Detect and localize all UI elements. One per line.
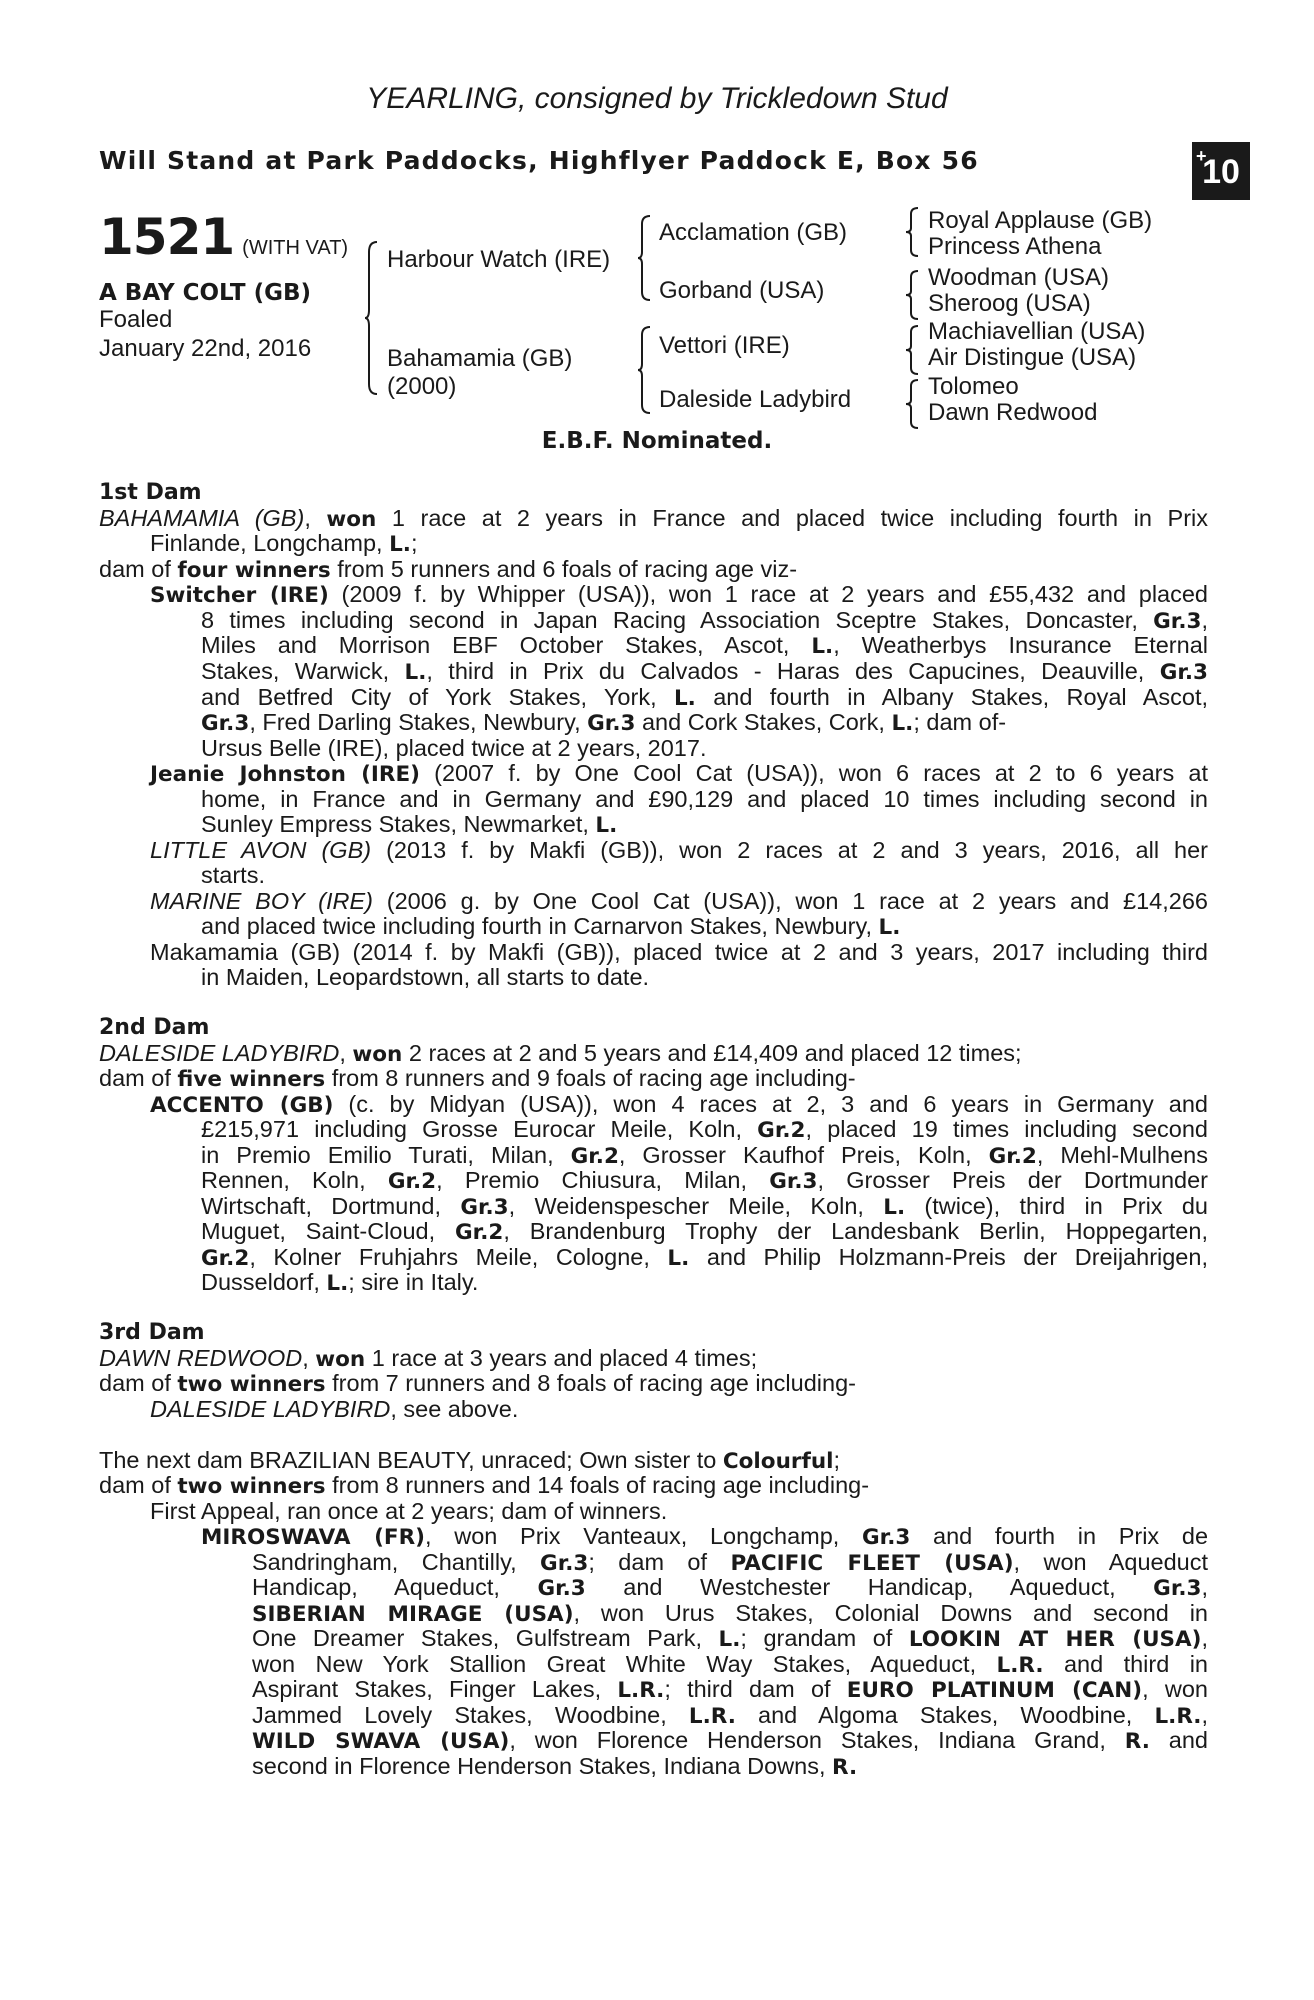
catalogue-line: [201, 684, 1208, 711]
catalogue-line: [150, 1498, 667, 1525]
heading-text: 1st Dam: [99, 480, 202, 505]
pedigree-dss: Machiavellian (USA): [928, 318, 1146, 345]
bold-text: Gr.3: [540, 1551, 589, 1576]
catalogue-line: [201, 1523, 1208, 1550]
text: and third in: [1043, 1651, 1208, 1677]
bold-text: Gr.3: [1153, 1576, 1202, 1601]
catalogue-line: [99, 1370, 856, 1397]
stand-location: Will Stand at Park Paddocks, Highflyer Paddock E, Box 56: [99, 146, 979, 175]
bold-text: Gr.3: [769, 1169, 818, 1194]
text: Muguet, Saint-Cloud,: [201, 1218, 456, 1244]
text: Makamamia (GB) (2014 f. by Makfi (GB)), placed twice at 2 and 3 years, 2017 including third: [150, 939, 1208, 965]
bold-text: Gr.3: [587, 711, 636, 736]
lot-heading: [99, 208, 348, 266]
pedigree-dam-sire: Vettori (IRE): [659, 332, 790, 359]
text: , won Prix Vanteaux, Longchamp,: [425, 1523, 863, 1549]
catalogue-line: [252, 1727, 1208, 1754]
text: ; dam of-: [913, 709, 1007, 735]
text: , Grosser Preis der Dortmunder: [817, 1167, 1208, 1193]
pedigree-sire: Harbour Watch (IRE): [387, 246, 611, 273]
text: Rennen, Koln,: [201, 1167, 388, 1193]
text: £215,971 including Grosse Eurocar Meile, Koln,: [201, 1116, 758, 1142]
catalogue-line: [201, 735, 706, 762]
text: from 7 runners and 8 foals of racing age including-: [325, 1370, 856, 1396]
italic-text: LITTLE AVON (GB): [150, 837, 372, 863]
bold-text: Gr.2: [988, 1144, 1037, 1169]
catalogue-line: [201, 1116, 1208, 1143]
catalogue-line: [201, 658, 1208, 685]
pedigree-dam: Bahamamia (GB): [387, 345, 573, 372]
text: , Grosser Kaufhof Preis, Koln,: [618, 1142, 989, 1168]
text: ,: [339, 1040, 353, 1066]
text: ,: [1201, 1702, 1208, 1728]
bold-text: SIBERIAN MIRAGE (USA): [252, 1602, 574, 1627]
bold-text: L.: [673, 686, 696, 711]
text: ; sire in Italy.: [348, 1269, 479, 1295]
pedigree-sire-dam: Gorband (USA): [659, 277, 825, 304]
pedigree-sire-sire: Acclamation (GB): [659, 219, 848, 246]
text: , Weatherbys Insurance Eternal: [833, 632, 1208, 658]
bold-text: Gr.3: [1153, 609, 1202, 634]
text: (c. by Midyan (USA)), won 4 races at 2, 3 and 6 years in Germany and: [333, 1091, 1208, 1117]
text: 8 times including second in Japan Racing Association Sceptre Stakes, Doncaster,: [201, 607, 1154, 633]
text: The next dam BRAZILIAN BEAUTY, unraced; Own sister to: [99, 1447, 723, 1473]
catalogue-line: [201, 862, 265, 889]
text: First Appeal, ran once at 2 years; dam of winners.: [150, 1498, 668, 1524]
text: 2 races at 2 and 5 years and £14,409 and placed 12 times;: [402, 1040, 1022, 1066]
catalogue-line: [201, 964, 649, 991]
catalogue-line: [201, 1218, 1208, 1245]
text: 1 race at 3 years and placed 4 times;: [365, 1345, 758, 1371]
catalogue-line: [150, 581, 1208, 608]
text: ; grandam of: [740, 1625, 909, 1651]
catalogue-line: [150, 939, 1208, 966]
text: and Betfred City of York Stakes, York,: [201, 684, 674, 710]
italic-text: BAHAMAMIA (GB): [99, 505, 305, 531]
text: , won Urus Stakes, Colonial Downs and second in: [573, 1600, 1208, 1626]
catalogue-line: [252, 1549, 1208, 1576]
bold-text: L.R.: [688, 1704, 736, 1729]
catalogue-line: [201, 786, 1208, 813]
text: 1 race at 2 years in France and placed twice including fourth in Prix: [376, 505, 1208, 531]
text: (twice), third in Prix du: [905, 1193, 1208, 1219]
text: , Brandenburg Trophy der Landesbank Berlin, Hoppegarten,: [503, 1218, 1208, 1244]
bold-text: Gr.3: [862, 1525, 911, 1550]
catalogue-line: [99, 1065, 856, 1092]
bold-text: L.R.: [617, 1678, 665, 1703]
text: , Premio Chiusura, Milan,: [436, 1167, 770, 1193]
text: Sandringham, Chantilly,: [252, 1549, 541, 1575]
catalogue-line: [252, 1753, 857, 1780]
catalogue-line: [252, 1676, 1208, 1703]
catalogue-line: [252, 1702, 1208, 1729]
lot-badge: [1192, 142, 1250, 200]
bold-text: L.: [878, 915, 901, 940]
bold-text: Gr.2: [387, 1169, 437, 1194]
bold-text: L.: [404, 660, 427, 685]
text: Finlande, Longchamp,: [150, 530, 390, 556]
text: , Weidenspescher Meile, Koln,: [508, 1193, 884, 1219]
catalogue-line: [99, 556, 797, 583]
catalogue-line: [201, 1244, 1208, 1271]
text: , Mehl-Mulhens: [1036, 1142, 1208, 1168]
pedigree-sds: Woodman (USA): [928, 264, 1109, 291]
text: in Premio Emilio Turati, Milan,: [201, 1142, 571, 1168]
text: from 5 runners and 6 foals of racing age viz-: [330, 556, 798, 582]
horse-description: A BAY COLT (GB): [99, 280, 312, 306]
text: from 8 runners and 9 foals of racing age including-: [325, 1065, 856, 1091]
text: Ursus Belle (IRE), placed twice at 2 years, 2017.: [201, 735, 707, 761]
text: and fourth in Albany Stakes, Royal Ascot,: [695, 684, 1208, 710]
bold-text: won: [352, 1042, 403, 1067]
bold-text: WILD SWAVA (USA): [252, 1729, 510, 1754]
bold-text: two winners: [177, 1372, 326, 1397]
text: Wirtschaft, Dortmund,: [201, 1193, 461, 1219]
bold-text: L.: [883, 1195, 906, 1220]
text: ,: [1201, 1574, 1209, 1600]
bold-text: Gr.3: [460, 1195, 509, 1220]
text: won New York Stallion Great White Way Stakes, Aqueduct,: [252, 1651, 997, 1677]
catalogue-line: [201, 607, 1208, 634]
bold-text: R.: [832, 1755, 858, 1780]
text: second in Florence Henderson Stakes, Indiana Downs,: [252, 1753, 832, 1779]
bold-text: LOOKIN AT HER (USA): [908, 1627, 1202, 1652]
bold-text: L.: [811, 634, 834, 659]
pedigree-brace-ds: [905, 324, 919, 376]
italic-text: DALESIDE LADYBIRD: [150, 1396, 391, 1422]
vat-note: (WITH VAT): [242, 237, 349, 259]
bold-text: Gr.2: [570, 1144, 619, 1169]
bold-text: ACCENTO (GB): [150, 1093, 334, 1118]
text: and Cork Stakes, Cork,: [635, 709, 892, 735]
text: ; third dam of: [664, 1676, 847, 1702]
text: Miles and Morrison EBF October Stakes, Ascot,: [201, 632, 812, 658]
text: starts.: [201, 862, 265, 888]
bold-text: R.: [1124, 1729, 1150, 1754]
catalogue-line: [201, 913, 900, 940]
text: One Dreamer Stakes, Gulfstream Park,: [252, 1625, 719, 1651]
catalogue-line: [252, 1600, 1208, 1627]
pedigree-ssd: Princess Athena: [928, 233, 1102, 260]
text: from 8 runners and 14 foals of racing age including-: [325, 1472, 870, 1498]
italic-text: DAWN REDWOOD: [99, 1345, 303, 1371]
bold-text: MIROSWAVA (FR): [201, 1525, 426, 1550]
text: ;: [410, 530, 418, 556]
pedigree-brace-dd: [905, 378, 919, 430]
text: Stakes, Warwick,: [201, 658, 405, 684]
text: , Kolner Fruhjahrs Meile, Cologne,: [249, 1244, 668, 1270]
bold-text: L.: [326, 1271, 349, 1296]
text: Aspirant Stakes, Finger Lakes,: [252, 1676, 618, 1702]
ebf-nomination: E.B.F. Nominated.: [541, 428, 773, 454]
pedigree-brace-dam: [637, 325, 651, 415]
catalogue-line: [150, 530, 417, 557]
badge-plus: +: [1196, 146, 1207, 166]
pedigree-brace-sire: [637, 214, 651, 302]
text: Handicap, Aqueduct,: [252, 1574, 538, 1600]
text: , third in Prix du Calvados - Haras des Capucines, Deauville,: [426, 658, 1160, 684]
pedigree-sdd: Sheroog (USA): [928, 290, 1091, 317]
text: dam of: [99, 1065, 178, 1091]
catalogue-line: [201, 632, 1208, 659]
catalogue-line: [201, 1167, 1208, 1194]
text: Jammed Lovely Stakes, Woodbine,: [252, 1702, 689, 1728]
italic-text: MARINE BOY (IRE): [150, 888, 373, 914]
catalogue-line: [99, 1040, 1022, 1067]
catalogue-line: [99, 1447, 840, 1474]
text: and fourth in Prix de: [910, 1523, 1209, 1549]
text: ,: [1201, 1625, 1209, 1651]
text: and Algoma Stakes, Woodbine,: [735, 1702, 1155, 1728]
bold-text: won: [326, 507, 377, 532]
lot-number: 1521: [99, 208, 235, 266]
text: , see above.: [390, 1396, 519, 1422]
text: , won Aqueduct: [1013, 1549, 1209, 1575]
text: dam of: [99, 556, 178, 582]
catalogue-line: [252, 1625, 1208, 1652]
section-heading: [99, 1013, 209, 1040]
text: dam of: [99, 1472, 178, 1498]
catalogue-line: [201, 709, 1006, 736]
bold-text: PACIFIC FLEET (USA): [730, 1551, 1014, 1576]
pedigree-dam-dam: Daleside Ladybird: [659, 386, 852, 413]
text: home, in France and in Germany and £90,129 and placed 10 times including second in: [201, 786, 1208, 812]
text: (2006 g. by One Cool Cat (USA)), won 1 race at 2 years and £14,266: [372, 888, 1208, 914]
bold-text: L.R.: [1154, 1704, 1202, 1729]
pedigree-ddd: Dawn Redwood: [928, 399, 1098, 426]
text: ,: [304, 505, 327, 531]
catalogue-line: [201, 811, 617, 838]
pedigree-brace-sd: [905, 269, 919, 321]
catalogue-line: [99, 1472, 869, 1499]
text: and: [1149, 1727, 1208, 1753]
text: ,: [1201, 607, 1208, 633]
bold-text: EURO PLATINUM (CAN): [846, 1678, 1143, 1703]
bold-text: Colourful: [722, 1449, 834, 1474]
text: (2007 f. by One Cool Cat (USA)), won 6 races at 2 to 6 years at: [419, 760, 1208, 786]
pedigree-dsd: Air Distingue (USA): [928, 344, 1137, 371]
bold-text: Gr.2: [455, 1220, 504, 1245]
bold-text: Gr.2: [757, 1118, 806, 1143]
catalogue-line: [201, 1193, 1208, 1220]
bold-text: L.: [891, 711, 914, 736]
catalogue-line: [201, 1142, 1208, 1169]
bold-text: Switcher (IRE): [150, 583, 329, 608]
text: ; dam of: [588, 1549, 731, 1575]
text: , won: [1142, 1676, 1208, 1702]
heading-text: 2nd Dam: [99, 1015, 210, 1040]
text: and placed twice including fourth in Carnarvon Stakes, Newbury,: [201, 913, 879, 939]
text: in Maiden, Leopardstown, all starts to date.: [201, 964, 650, 990]
foaled-label: Foaled: [99, 306, 173, 333]
pedigree-dds: Tolomeo: [928, 373, 1019, 400]
text: (2009 f. by Whipper (USA)), won 1 race at 2 years and £55,432 and placed: [328, 581, 1208, 607]
text: and Westchester Handicap, Aqueduct,: [585, 1574, 1154, 1600]
badge-label: 10: [1202, 153, 1240, 191]
text: (2013 f. by Makfi (GB)), won 2 races at 2 and 3 years, 2016, all her: [371, 837, 1208, 863]
bold-text: Gr.3: [537, 1576, 586, 1601]
bold-text: won: [315, 1347, 366, 1372]
pedigree-dam-year: (2000): [387, 373, 457, 400]
text: Sunley Empress Stakes, Newmarket,: [201, 811, 596, 837]
catalogue-line: [99, 1345, 757, 1372]
bold-text: L.: [389, 532, 411, 557]
catalogue-line: [99, 505, 1208, 532]
catalogue-line: [150, 1091, 1208, 1118]
foaled-date: January 22nd, 2016: [99, 335, 312, 362]
bold-text: L.: [595, 813, 618, 838]
text: ,: [302, 1345, 316, 1371]
bold-text: L.R.: [996, 1653, 1044, 1678]
bold-text: two winners: [177, 1474, 326, 1499]
section-heading: [99, 478, 202, 505]
text: , placed 19 times including second: [805, 1116, 1209, 1142]
italic-text: DALESIDE LADYBIRD: [99, 1040, 340, 1066]
bold-text: L.: [718, 1627, 741, 1652]
consignor-heading: YEARLING, consigned by Trickledown Stud: [366, 82, 948, 115]
catalogue-line: [150, 837, 1208, 864]
bold-text: L.: [667, 1246, 690, 1271]
catalogue-line: [201, 1269, 478, 1296]
pedigree-sss: Royal Applause (GB): [928, 207, 1153, 234]
text: , Fred Darling Stakes, Newbury,: [249, 709, 588, 735]
text: , won Florence Henderson Stakes, Indiana Grand,: [509, 1727, 1125, 1753]
text: Dusseldorf,: [201, 1269, 327, 1295]
pedigree-brace-main: [364, 240, 378, 396]
bold-text: Gr.3: [1159, 660, 1208, 685]
section-heading: [99, 1318, 205, 1345]
bold-text: Gr.3: [201, 711, 250, 736]
catalogue-line: [150, 888, 1208, 915]
catalogue-line: [252, 1651, 1208, 1678]
text: dam of: [99, 1370, 178, 1396]
heading-text: 3rd Dam: [99, 1320, 205, 1345]
bold-text: five winners: [177, 1067, 326, 1092]
pedigree-brace-ss: [905, 206, 919, 258]
bold-text: four winners: [177, 558, 331, 583]
catalogue-line: [150, 760, 1208, 787]
bold-text: Gr.2: [201, 1246, 250, 1271]
text: ;: [833, 1447, 841, 1473]
bold-text: Jeanie Johnston (IRE): [150, 762, 420, 787]
catalogue-line: [150, 1396, 518, 1423]
catalogue-line: [252, 1574, 1208, 1601]
text: and Philip Holzmann-Preis der Dreijahrigen,: [689, 1244, 1208, 1270]
